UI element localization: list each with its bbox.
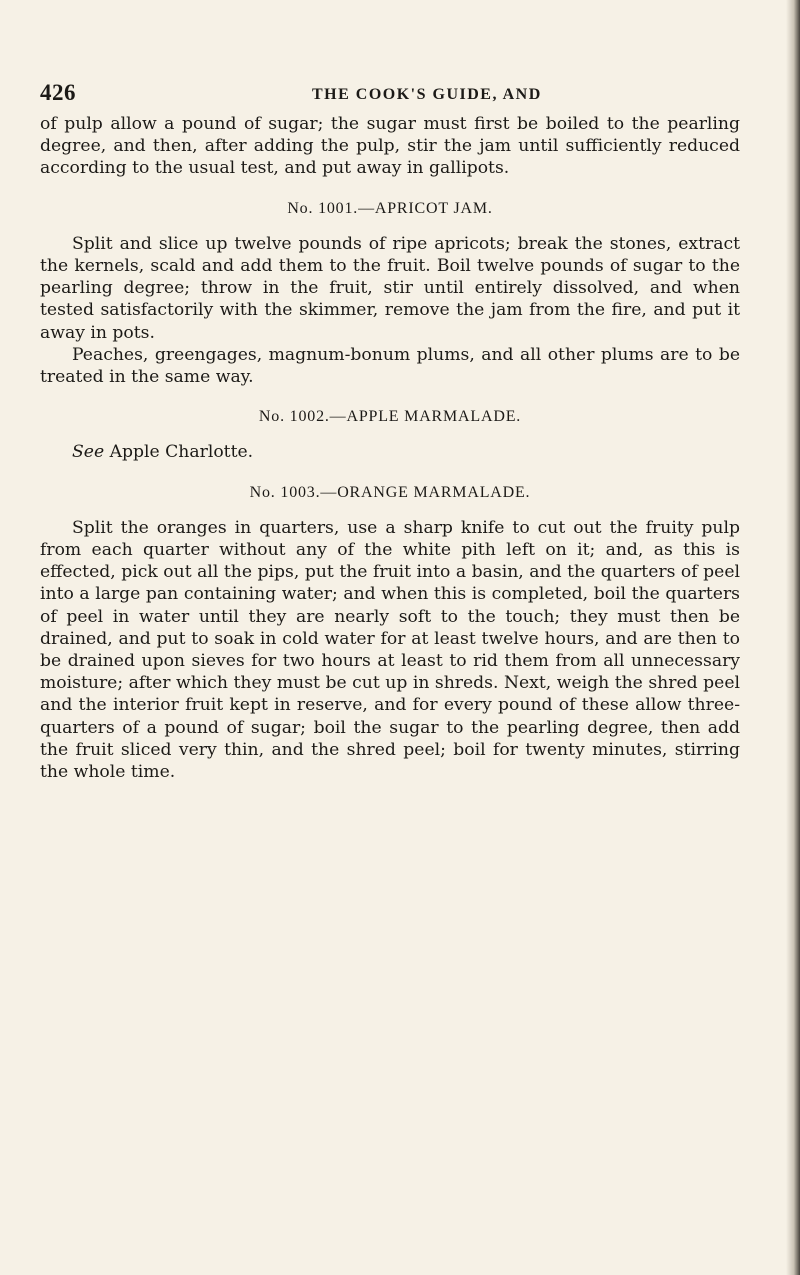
recipe-title-apple-marmalade: No. 1002.—APPLE MARMALADE. <box>258 408 522 426</box>
continuation-paragraph: of pulp allow a pound of sugar; the sugar must first be boiled to the pearling degree, and then, after adding the pulp, stir the jam until sufficiently reduced according to the usual test, and put away in gallipots. <box>40 114 740 179</box>
apricot-jam-paragraph-2: Peaches, greengages, magnum-bonum plums, and all other plums are to be treated in the same way. <box>40 344 740 388</box>
apricot-jam-paragraph-1: Split and slice up twelve pounds of ripe apricots; break the stones, extract the kernels, scald and add them to the fruit. Boil twelve pounds of sugar to the pearling degree; throw in the fruit, stir until entirely dissolved, and when tested satisfactorily with the skimmer, remove the jam from the fire, and put it away in pots. <box>40 233 740 343</box>
recipe-title-apricot-jam: No. 1001.—APRICOT JAM. <box>287 199 493 217</box>
see-word: See <box>72 442 105 463</box>
running-head: THE COOK'S GUIDE, AND <box>312 86 542 103</box>
see-reference-text: Apple Charlotte. <box>104 442 254 463</box>
page-edge-shadow <box>786 0 800 1275</box>
orange-marmalade-paragraph-1: Split the oranges in quarters, use a sharp knife to cut out the fruity pulp from each quarter without any of the white pith left on it; and, as this is effected, pick out all the pips, put the fruit into a basin, and the quarters of peel into a large pan containing water; and when this is completed, boil the quarters of peel in water until they are nearly soft to the touch; they must then be drained, and put to soak in cold water for at least twelve hours, and are then to be drained upon sieves for two hours at least to rid them from all unnecessary moisture; after which they must be cut up in shreds. Next, weigh the shred peel and the interior fruit kept in reserve, and for every pound of these allow three-quarters of a pound of sugar; boil the sugar to the pearling degree, then add the fruit sliced very thin, and the shred peel; boil for twenty minutes, stirring the whole time. <box>40 517 740 783</box>
apple-marmalade-reference <box>40 441 740 463</box>
page-number: 426 <box>40 80 76 105</box>
page-header <box>40 80 740 114</box>
page-body <box>40 113 740 783</box>
recipe-title-orange-marmalade: No. 1003.—ORANGE MARMALADE. <box>249 483 531 501</box>
